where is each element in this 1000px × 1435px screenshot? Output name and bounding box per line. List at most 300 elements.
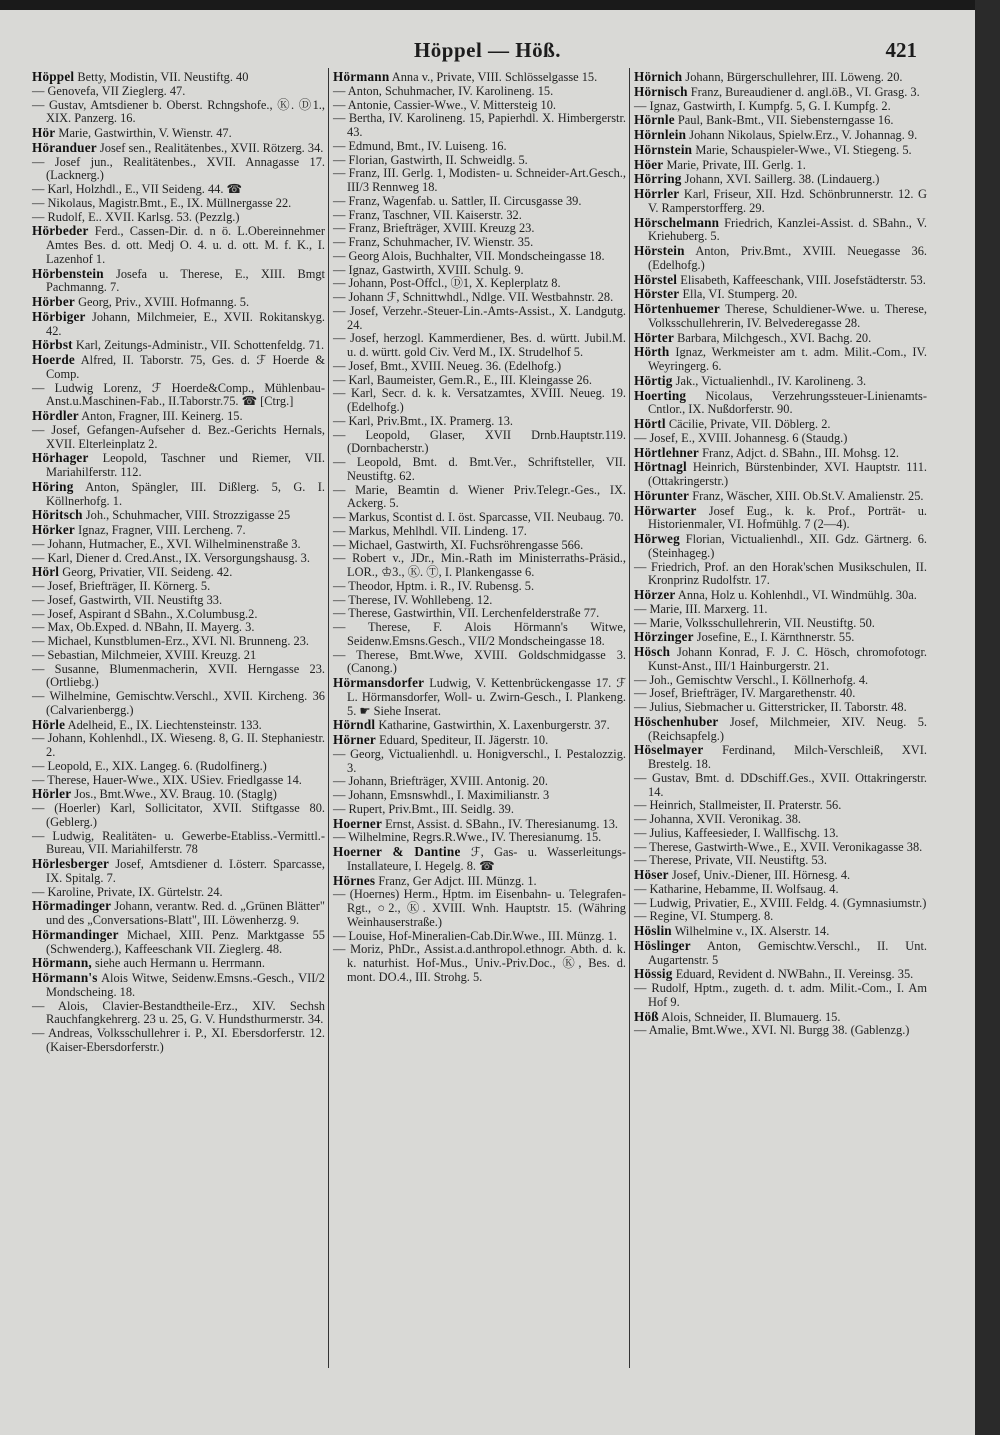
- entry-details: Ignaz, Werkmeister am t. adm. Milit.-Com., IV. Weyringerg. 6.: [648, 345, 927, 373]
- directory-entry: [333, 387, 626, 415]
- entry-surname: Hoerner: [333, 815, 382, 831]
- entry-surname: Hörnle: [634, 112, 675, 128]
- entry-surname: Hörlesberger: [32, 856, 110, 871]
- entry-details: Johann Nikolaus, Spielw.Erz., V. Johannag. 9.: [689, 128, 918, 142]
- directory-entry: [634, 603, 927, 617]
- directory-entry: [32, 1000, 325, 1028]
- directory-entry: [333, 888, 626, 929]
- directory-entry: [32, 690, 325, 718]
- entry-surname: Hörunter: [634, 487, 690, 503]
- entry-details: Ferd., Cassen-Dir. d. n ö. L.Obereinnehmer Amtes Bes. d. ott. Medj O. 4. u. d. ott. M. f. K., I. Lazenhof 1.: [46, 224, 325, 266]
- directory-entry: [634, 868, 927, 883]
- entry-surname: Hörtnagl: [634, 459, 687, 475]
- entry-details: — Josef, E., XVIII. Johannesg. 6 (Staudg.): [634, 430, 848, 445]
- directory-entry: [634, 630, 927, 645]
- entry-surname: Hörmansdorfer: [333, 675, 425, 690]
- entry-details: Cäcilie, Private, VII. Döblerg. 2.: [668, 417, 831, 431]
- entry-details: — Robert v., JDr., Min.-Rath im Ministerraths-Präsid., LOR., ♔3., Ⓚ. Ⓣ, I. Plankengasse 6.: [333, 551, 626, 579]
- entry-details: — Josef jun., Realitätenbes., XVII. Annagasse 17. (Lacknerg.): [32, 154, 325, 183]
- entry-surname: Hörnich: [634, 69, 683, 84]
- entry-details: Friedrich, Kanzlei-Assist. d. SBahn., V. Kriehuberg. 5.: [648, 215, 927, 244]
- entry-surname: Höring: [32, 478, 74, 494]
- directory-entry: [32, 126, 325, 141]
- directory-entry: [634, 273, 927, 288]
- entry-surname: Hörber: [32, 294, 75, 309]
- entry-details: Karl, Zeitungs-Administr., VII. Schottenfeldg. 71.: [75, 338, 325, 353]
- entry-surname: Hoerting: [634, 387, 687, 403]
- entry-details: — (Hoernes) Herm., Hptm. im Eisenbahn- u. Telegrafen-Rgt., ○2., Ⓚ. XVIII. Wnh. Hauptstr. 15. (Währing Weinhauserstraße.): [333, 887, 626, 929]
- entry-surname: Hörth: [634, 344, 670, 360]
- entry-details: Ernst, Assist. d. SBahn., IV. Theresianumg. 13.: [385, 816, 619, 831]
- entry-surname: Hörhager: [32, 450, 89, 466]
- entry-details: Leopold, Taschner und Riemer, VII. Mariahilferstr. 112.: [46, 451, 326, 479]
- entry-surname: Höselmayer: [634, 742, 704, 758]
- entry-details: — Marie, Beamtin d. Wiener Priv.Telegr.-Ges., IX. Ackerg. 5.: [333, 482, 626, 511]
- entry-details: — Alois, Clavier-Bestandtheile-Erz., XIV. Sechsh Rauchfangkehrerg. 23 u. 25, G. V. Hundsthurmerstr. 34.: [32, 998, 325, 1027]
- entry-details: — Michael, Gastwirth, XI. Fuchsröhrengasse 566.: [333, 537, 584, 552]
- directory-entry: [634, 617, 927, 631]
- directory-entry: [634, 967, 927, 982]
- directory-entry: [634, 417, 927, 432]
- directory-entry: [634, 504, 927, 533]
- directory-entry: [333, 580, 626, 594]
- entry-details: Marie, Gastwirthin, V. Wienstr. 47.: [58, 126, 232, 140]
- entry-details: — Max, Ob.Exped. d. NBahn, II. Mayerg. 3.: [32, 620, 255, 635]
- entry-details: Marie, Schauspieler-Wwe., VI. Stiegeng. 5.: [695, 142, 912, 157]
- directory-entry: [32, 70, 325, 85]
- directory-entry: [32, 224, 325, 266]
- entry-details: — Karl, Secr. d. k. k. Versatzamtes, XVIII. Neueg. 19. (Edelhofg.): [333, 386, 626, 414]
- entry-details: — Karl, Diener d. Cred.Anst., IX. Versorgungshausg. 3.: [32, 550, 310, 565]
- directory-entry: [333, 511, 626, 525]
- entry-details: Ferdinand, Milch-Verschleiß, XVI. Brestelg. 18.: [648, 743, 927, 771]
- entry-surname: Hörnlein: [634, 127, 687, 142]
- entry-details: — Josef, Briefträger, IV. Margarethenstr. 40.: [634, 686, 856, 701]
- directory-entry: [32, 552, 325, 566]
- entry-details: — Joh., Gemischtw Verschl., I. Köllnerhofg. 4.: [634, 672, 869, 687]
- entry-details: — Susanne, Blumenmacherin, XVII. Herngasse 23. (Ortliebg.): [32, 661, 325, 690]
- entry-details: — Regine, VI. Stumperg. 8.: [634, 909, 774, 924]
- directory-entry: [333, 236, 626, 250]
- entry-surname: Hörnstein: [634, 141, 693, 157]
- directory-entry: [32, 565, 325, 580]
- entry-details: — Genovefa, VII Zieglerg. 47.: [32, 83, 186, 98]
- entry-details: — Karl, Holzhdl., E., VII Seideng. 44. ☎: [32, 182, 242, 196]
- directory-entry: [634, 460, 927, 489]
- entry-details: — Johann, Post-Offcl., Ⓓ1, X. Keplerplatz 8.: [333, 276, 561, 291]
- entry-details: Anton, Priv.Bmt., XVIII. Neuegasse 36. (Edelhofg.): [648, 244, 927, 272]
- entry-surname: Hörwarter: [634, 502, 697, 518]
- entry-details: — Friedrich, Prof. an den Horak'schen Musikschulen, II. Kronprinz Rudolfstr. 17.: [634, 559, 927, 588]
- entry-surname: Hörtlehner: [634, 444, 699, 460]
- directory-entry: [333, 250, 626, 264]
- directory-entry: [333, 140, 626, 154]
- directory-entry: [32, 899, 325, 928]
- entry-details: — Josef, Gefangen-Aufseher d. Bez.-Gerichts Hernals, XVII. Elterleinplatz 2.: [32, 422, 325, 451]
- directory-entry: [32, 156, 325, 184]
- directory-entry: [333, 415, 626, 429]
- entry-details: — Therese, Gastwirthin, VII. Lerchenfelderstraße 77.: [333, 606, 600, 621]
- column-2: [333, 70, 626, 985]
- entry-details: — Franz, Schuhmacher, IV. Wienstr. 35.: [333, 235, 534, 249]
- entry-details: Franz, Ger Adjct. III. Münzg. 1.: [378, 873, 537, 888]
- directory-entry: [32, 928, 325, 957]
- entry-details: Ella, VI. Stumperg. 20.: [682, 287, 798, 302]
- entry-details: — Nikolaus, Magistr.Bmt., E., IX. Müllnergasse 22.: [32, 195, 292, 210]
- entry-details: — Louise, Hof-Mineralien-Cab.Dir.Wwe., III. Münzg. 1.: [333, 928, 617, 943]
- entry-surname: Hörker: [32, 522, 75, 537]
- directory-entry: [634, 128, 927, 143]
- entry-details: — Bertha, IV. Karolineng. 15, Papierhdl. X. Himbergerstr. 43.: [333, 111, 626, 139]
- directory-entry: [333, 943, 626, 984]
- directory-entry: [32, 85, 325, 99]
- entry-details: Anton, Gemischtw.Verschl., II. Unt. Augartenstr. 5: [648, 938, 927, 967]
- directory-entry: [333, 874, 626, 889]
- entry-details: Michael, XIII. Penz. Marktgasse 55 (Schwenderg.), Kaffeeschank VII. Zieglerg. 48.: [46, 927, 325, 956]
- directory-entry: [32, 580, 325, 594]
- entry-details: — Marie, Volksschullehrerin, VII. Neustiftg. 50.: [634, 615, 875, 630]
- entry-details: — Therese, Private, VII. Neustiftg. 53.: [634, 853, 827, 868]
- directory-entry: [32, 732, 325, 760]
- entry-details: — Julius, Kaffeesieder, I. Wallfischg. 13.: [634, 825, 839, 840]
- directory-entry: [32, 971, 325, 1000]
- entry-details: — Josef, Briefträger, II. Körnerg. 5.: [32, 579, 211, 593]
- directory-entry: [634, 588, 927, 603]
- entry-surname: Hörbeder: [32, 223, 89, 239]
- directory-entry: [634, 687, 927, 701]
- entry-details: — Leopold, E., XIX. Langeg. 6. (Rudolfinerg.): [32, 758, 267, 773]
- entry-details: — Markus, Scontist d. I. öst. Sparcasse, VII. Neubaug. 70.: [333, 510, 624, 524]
- entry-details: Anna v., Private, VIII. Schlösselgasse 15.: [391, 70, 598, 84]
- entry-details: — Julius, Siebmacher u. Gitterstricker, II. Taborstr. 48.: [634, 700, 907, 714]
- entry-details: — Josef, herzogl. Kammerdiener, Bes. d. württ. Jubil.M. u. d. württ. gold Civ. Verd M., IX. Strudelhof 5.: [333, 331, 626, 359]
- directory-entry: [32, 787, 325, 802]
- entry-details: — Moriz, PhDr., Assist.a.d.anthropol.ethnogr. Abth. d. k. k. naturhist. Hof-Mus., Univ.-Priv.Doc., Ⓚ, Bes. d. mont. DO.4., III. Strohg. 5.: [333, 942, 626, 984]
- entry-surname: Höß: [634, 1008, 659, 1024]
- entry-surname: Hörnes: [333, 872, 376, 888]
- directory-entry: [333, 70, 626, 85]
- directory-entry: [634, 701, 927, 715]
- entry-surname: Hössig: [634, 966, 673, 982]
- entry-surname: Hörmann,: [32, 955, 92, 971]
- entry-surname: Hörrler: [634, 186, 680, 201]
- directory-entry: [32, 99, 325, 127]
- directory-entry: [333, 429, 626, 457]
- entry-details: — Marie, III. Marxerg. 11.: [634, 601, 768, 616]
- directory-entry: [634, 287, 927, 302]
- entry-details: Alois Witwe, Seidenw.Emsns.-Gesch., VII/2 Mondscheing. 18.: [46, 971, 325, 999]
- entry-surname: Höslinger: [634, 937, 691, 953]
- directory-entry: [32, 857, 325, 886]
- directory-entry: [32, 424, 325, 452]
- directory-entry: [634, 674, 927, 688]
- entry-details: — Michael, Kunstblumen-Erz., XVI. Nl. Brunneng. 23.: [32, 634, 310, 648]
- entry-details: — Wilhelmine, Gemischtw.Verschl., XVII. Kircheng. 36 (Calvarienbergg.): [32, 689, 325, 717]
- column-1: [32, 70, 325, 1055]
- directory-entry: [634, 100, 927, 114]
- directory-entry: [333, 264, 626, 278]
- directory-entry: [634, 743, 927, 772]
- entry-surname: Hörmann's: [32, 970, 98, 985]
- entry-details: Johann, Bürgerschullehrer, III. Löweng. 20.: [685, 70, 903, 84]
- directory-entry: [634, 827, 927, 841]
- entry-details: — Karoline, Private, IX. Gürtelstr. 24.: [32, 884, 223, 899]
- directory-entry: [634, 345, 927, 374]
- entry-details: — Amalie, Bmt.Wwe., XVI. Nl. Burgg 38. (Gablenzg.): [634, 1023, 910, 1038]
- directory-entry: [634, 841, 927, 855]
- entry-details: Marie, Private, III. Gerlg. 1.: [666, 157, 806, 172]
- directory-entry: [634, 939, 927, 968]
- entry-details: — Rudolf, Hptm., zugeth. d. t. adm. Milit.-Com., I. Am Hof 9.: [634, 981, 927, 1009]
- directory-entry: [333, 291, 626, 305]
- directory-entry: [333, 222, 626, 236]
- entry-details: Franz, Adjct. d. SBahn., III. Mohsg. 12.: [702, 445, 899, 460]
- entry-details: Josef Eug., k. k. Prof., Porträt- u. Historienmaler, VI. Hofmühlg. 7 (2—4).: [648, 503, 927, 532]
- entry-details: — Johann, Emsnswhdl., I. Maximilianstr. 3: [333, 788, 550, 802]
- directory-entry: [634, 924, 927, 939]
- entry-details: Johann, verantw. Red. d. „Grünen Blätter" und des „Conversations-Blatt", III. Löwenherzg. 9.: [46, 899, 325, 927]
- directory-entry: [32, 310, 325, 339]
- entry-surname: Höppel: [32, 69, 75, 84]
- entry-details: Therese, Schuldiener-Wwe. u. Therese, Volksschullehrerin, IV. Belvederegasse 28.: [648, 302, 927, 330]
- entry-details: — Rudolf, E.. XVII. Karlsg. 53. (Pezzlg.): [32, 209, 240, 224]
- directory-entry: [634, 446, 927, 461]
- entry-details: — Katharine, Hebamme, II. Wolfsaug. 4.: [634, 881, 839, 896]
- entry-details: Josefine, E., I. Kärnthnerstr. 55.: [696, 630, 855, 645]
- directory-entry: [32, 760, 325, 774]
- entry-surname: Hörtenhuemer: [634, 301, 720, 316]
- entry-details: — Leopold, Bmt. d. Bmt.Ver., Schriftsteller, VII. Neustiftg. 62.: [333, 455, 626, 483]
- entry-details: Josef, Amtsdiener d. I.österr. Sparcasse, IX. Spitalg. 7.: [46, 857, 325, 885]
- entry-surname: Hörtig: [634, 372, 673, 388]
- entry-details: — Andreas, Volksschullehrer i. P., XI. Ebersdorferstr. 12. (Kaiser-Ebersdorferstr.): [32, 1026, 325, 1054]
- directory-entry: [634, 982, 927, 1010]
- entry-surname: Hörler: [32, 786, 72, 802]
- entry-details: — Florian, Gastwirth, II. Schweidlg. 5.: [333, 152, 528, 167]
- entry-details: — Gustav, Bmt. d. DDschiff.Ges., XVII. Ottakringerstr. 14.: [634, 770, 927, 799]
- directory-entry: [333, 525, 626, 539]
- directory-entry: [634, 645, 927, 674]
- directory-entry: [32, 480, 325, 509]
- directory-entry: [32, 608, 325, 622]
- entry-surname: Höschenhuber: [634, 713, 719, 729]
- entry-surname: Hoerner & Dantine: [333, 844, 461, 859]
- entry-details: Katharine, Gastwirthin, X. Laxenburgerstr. 37.: [378, 718, 610, 733]
- entry-surname: Hörzinger: [634, 629, 694, 645]
- directory-entry: [333, 332, 626, 360]
- column-divider: [629, 68, 630, 1368]
- directory-entry: [634, 244, 927, 273]
- directory-entry: [32, 183, 325, 197]
- entry-surname: Hoerde: [32, 352, 75, 367]
- entry-details: — Karl, Baumeister, Gem.R., E., III. Kleingasse 26.: [333, 372, 592, 387]
- directory-entry: [634, 813, 927, 827]
- directory-entry: [333, 360, 626, 374]
- entry-surname: Hörmadinger: [32, 898, 112, 914]
- directory-entry: [634, 1010, 927, 1025]
- directory-entry: [634, 772, 927, 800]
- directory-entry: [333, 594, 626, 608]
- directory-entry: [32, 267, 325, 296]
- entry-details: — Ignaz, Gastwirth, XVIII. Schulg. 9.: [333, 262, 524, 277]
- entry-details: ℱ, Gas- u. Wasserleitungs-Installateure, I. Hegelg. 8. ☎: [347, 845, 626, 873]
- entry-details: — Ludwig Lorenz, ℱ Hoerde&Comp., Mühlenbau-Anst.u.Maschinen-Fab., II.Taborstr.75. ☎ [Ctrg.]: [32, 380, 325, 409]
- directory-entry: [32, 382, 325, 410]
- directory-entry: [333, 209, 626, 223]
- directory-entry: [333, 733, 626, 748]
- directory-entry: [634, 389, 927, 418]
- entry-details: — Ludwig, Realitäten- u. Gewerbe-Etabliss.-Vermittl.-Bureau, VII. Mariahilferstr. 78: [32, 828, 325, 857]
- entry-details: — Georg, Victualienhdl. u. Honigverschl., I. Pestalozzig. 3.: [333, 746, 626, 775]
- entry-details: — Josef, Bmt., XVIII. Neueg. 36. (Edelhofg.): [333, 358, 562, 373]
- entry-surname: Hörbiger: [32, 308, 86, 324]
- directory-entry: [333, 305, 626, 333]
- entry-surname: Höser: [634, 867, 669, 882]
- directory-entry: [32, 886, 325, 900]
- entry-details: Eduard, Revident d. NWBahn., II. Vereinsg. 35.: [675, 967, 914, 982]
- directory-entry: [32, 802, 325, 830]
- column-divider: [328, 68, 329, 1368]
- entry-details: — Johann, Briefträger, XVIII. Antonig. 20.: [333, 774, 548, 789]
- directory-entry: [333, 112, 626, 140]
- entry-surname: Hör: [32, 125, 56, 140]
- directory-entry: [634, 374, 927, 389]
- entry-details: — Wilhelmine, Regrs.R.Wwe., IV. Theresianumg. 15.: [333, 830, 602, 845]
- entry-details: Josef, Milchmeier, XIV. Neug. 5. (Reichsapfelg.): [648, 714, 928, 743]
- directory-entry: [634, 302, 927, 331]
- entry-details: — Antonie, Cassier-Wwe., V. Mittersteig 10.: [333, 97, 556, 112]
- directory-entry: [32, 594, 325, 608]
- directory-entry: [333, 484, 626, 512]
- directory-entry: [333, 154, 626, 168]
- directory-entry: [634, 799, 927, 813]
- directory-entry: [634, 172, 927, 187]
- directory-entry: [333, 845, 626, 874]
- entry-details: — Therese, F. Alois Hörmann's Witwe, Seidenw.Emsns.Gesch., VII/2 Mondscheingasse 18.: [333, 620, 626, 648]
- entry-details: — Ludwig, Privatier, E., XVIII. Feldg. 4. (Gymnasiumstr.): [634, 895, 927, 910]
- entry-details: Johann, XVI. Saillerg. 38. (Lindauerg.): [684, 172, 880, 187]
- directory-entry: [634, 561, 927, 589]
- entry-details: — Karl, Priv.Bmt., IX. Pramerg. 13.: [333, 413, 513, 428]
- directory-entry: [634, 143, 927, 158]
- directory-entry: [32, 353, 325, 382]
- entry-details: — Sebastian, Milchmeier, XVIII. Kreuzg. 21: [32, 647, 257, 662]
- entry-details: — Franz, Briefträger, XVIII. Kreuzg 23.: [333, 221, 535, 236]
- entry-details: Joh., Schuhmacher, VIII. Strozzigasse 25: [85, 508, 291, 523]
- directory-entry: [333, 817, 626, 832]
- entry-details: — Therese, Hauer-Wwe., XIX. USiev. Friedlgasse 14.: [32, 772, 302, 787]
- running-head: Höppel — Höß.: [413, 38, 562, 62]
- entry-surname: Hörner: [333, 732, 376, 747]
- entry-surname: Hörle: [32, 716, 66, 732]
- entry-details: — Therese, Gastwirth-Wwe., E., XVII. Veronikagasse 38.: [634, 839, 923, 854]
- entry-details: Georg, Priv., XVIII. Hofmanng. 5.: [78, 295, 250, 309]
- directory-entry: [634, 187, 927, 216]
- entry-details: Jak., Victualienhdl., IV. Karolineng. 3.: [675, 373, 867, 388]
- entry-details: Heinrich, Bürstenbinder, XVI. Hauptstr. 111. (Ottakringerstr.): [648, 460, 927, 488]
- entry-details: Elisabeth, Kaffeeschank, VIII. Josefstädterstr. 53.: [680, 272, 926, 287]
- directory-entry: [333, 85, 626, 99]
- entry-details: — Edmund, Bmt., IV. Luiseng. 16.: [333, 138, 507, 153]
- directory-entry: [333, 552, 626, 580]
- entry-surname: Höranduer: [32, 139, 97, 155]
- entry-details: Barbara, Milchgesch., XVI. Bachg. 20.: [677, 330, 872, 345]
- entry-details: siehe auch Hermann u. Herrmann.: [94, 956, 265, 971]
- entry-surname: Höritsch: [32, 507, 83, 523]
- entry-details: Anton, Spängler, III. Dißlerg. 5, G. I. Köllnerhofg. 1.: [46, 479, 325, 508]
- entry-surname: Hörbenstein: [32, 265, 104, 281]
- entry-details: Paul, Bank-Bmt., VII. Siebensterngasse 16.: [677, 113, 894, 128]
- entry-details: Josefa u. Therese, E., XIII. Bmgt Pachmanng. 7.: [46, 266, 325, 295]
- directory-entry: [333, 748, 626, 776]
- directory-entry: [333, 621, 626, 649]
- entry-details: — Josef, Aspirant d SBahn., X.Columbusg.2.: [32, 606, 258, 621]
- directory-entry: [634, 910, 927, 924]
- entry-surname: Hörster: [634, 286, 680, 302]
- entry-details: — Theodor, Hptm. i. R., IV. Rubensg. 5.: [333, 578, 535, 593]
- directory-entry: [634, 715, 927, 744]
- directory-page: [0, 10, 975, 1435]
- entry-surname: Hörweg: [634, 531, 680, 546]
- directory-entry: [32, 451, 325, 480]
- directory-entry: [32, 508, 325, 523]
- entry-details: Ignaz, Fragner, VIII. Lercheng. 7.: [78, 523, 246, 537]
- directory-entry: [32, 956, 325, 971]
- directory-entry: [634, 216, 927, 245]
- entry-details: — Franz, Wagenfab. u. Sattler, II. Circusgasse 39.: [333, 193, 582, 208]
- entry-details: — Therese, IV. Wohllebeng. 12.: [333, 592, 493, 607]
- directory-entry: [634, 113, 927, 128]
- entry-details: — Therese, Bmt.Wwe, XVIII. Goldschmidgasse 3. (Canong.): [333, 647, 626, 676]
- directory-entry: [634, 1024, 927, 1038]
- directory-entry: [32, 197, 325, 211]
- directory-entry: [333, 649, 626, 677]
- entry-details: Adelheid, E., IX. Liechtensteinstr. 133.: [67, 717, 262, 732]
- entry-details: — Josef, Gastwirth, VII. Neustiftg 33.: [32, 592, 223, 607]
- entry-details: Franz, Wäscher, XIII. Ob.St.V. Amalienstr. 25.: [692, 488, 924, 503]
- directory-entry: [32, 774, 325, 788]
- directory-entry: [333, 930, 626, 944]
- directory-entry: [634, 532, 927, 561]
- entry-details: — Johann, Hutmacher, E., XVI. Wilhelminenstraße 3.: [32, 536, 301, 551]
- entry-surname: Hörzer: [634, 587, 676, 602]
- directory-entry: [333, 167, 626, 195]
- entry-surname: Hörmandinger: [32, 926, 119, 942]
- directory-entry: [32, 830, 325, 858]
- entry-surname: Hörnisch: [634, 83, 688, 99]
- entry-details: — Josef, Verzehr.-Steuer-Lin.-Amts-Assist., X. Landgutg. 24.: [333, 303, 626, 332]
- entry-surname: Hörbst: [32, 337, 73, 353]
- entry-surname: Hösch: [634, 644, 671, 659]
- entry-details: Josef, Univ.-Diener, III. Hörnesg. 4.: [671, 868, 851, 882]
- entry-surname: Höer: [634, 156, 664, 172]
- directory-entry: [333, 803, 626, 817]
- entry-details: Karl, Friseur, XII. Hzd. Schönbrunnerstr. 12. G V. Ramperstorfferg. 29.: [648, 187, 927, 215]
- page-header: [0, 38, 975, 68]
- entry-details: — Johann ℱ, Schnittwhdl., Ndlge. VII. Westbahnstr. 28.: [333, 290, 614, 304]
- directory-entry: [333, 277, 626, 291]
- entry-surname: Hörschelmann: [634, 214, 720, 230]
- directory-entry: [32, 523, 325, 538]
- entry-details: Georg, Privatier, VII. Seideng. 42.: [62, 565, 233, 580]
- entry-details: Josef sen., Realitätenbes., XVII. Rötzerg. 34.: [99, 140, 324, 155]
- directory-entry: [333, 195, 626, 209]
- entry-details: — Gustav, Amtsdiener b. Oberst. Rchngshofe., Ⓚ. Ⓓ1., XIX. Panzerg. 16.: [32, 97, 325, 126]
- entry-details: — Franz, III. Gerlg. 1, Modisten- u. Schneider-Art.Gesch., III/3 Rennweg 18.: [333, 166, 626, 194]
- directory-entry: [634, 158, 927, 173]
- entry-details: — Anton, Schuhmacher, IV. Karolineng. 15.: [333, 83, 554, 98]
- scan-edge: [975, 0, 1000, 1435]
